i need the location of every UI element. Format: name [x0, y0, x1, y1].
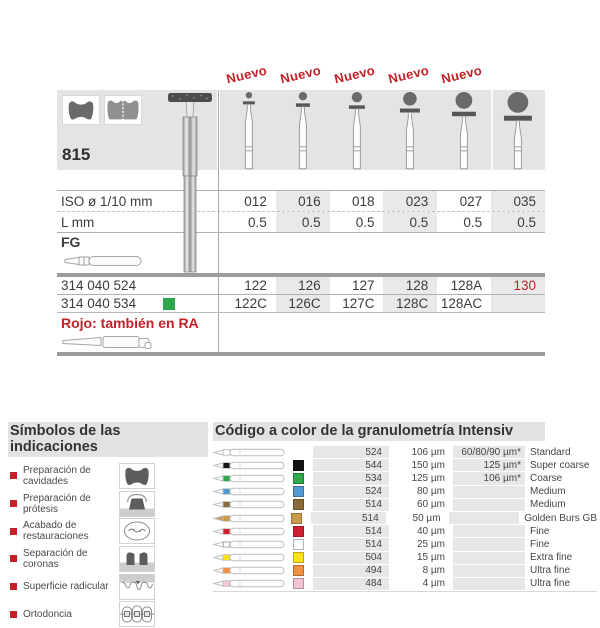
new-badges-strip: [57, 60, 545, 90]
granulometry-row: [213, 446, 597, 459]
pink-grit-swatch: [293, 578, 313, 590]
product-model: 815: [62, 145, 91, 164]
granulometry-row: [213, 578, 597, 591]
blue-grit-swatch: [293, 486, 313, 498]
symbols-list: [8, 462, 208, 628]
ref-row-534-code: 314 040 534: [61, 296, 137, 311]
grit-code: 534: [313, 472, 389, 484]
grit-alt-size: [453, 499, 525, 511]
granulometry-row: [213, 499, 597, 512]
length-value-cell: 0.5: [276, 212, 330, 232]
swatch-square: [293, 578, 304, 589]
ref-row-534: [57, 295, 545, 313]
grit-alt-size: [453, 538, 525, 550]
grit-alt-size: [453, 486, 525, 498]
fg-shank-row: [57, 233, 545, 273]
grit-name: Super coarse: [530, 459, 590, 471]
granulometry-row: [213, 525, 597, 538]
white-grit-swatch: [293, 538, 313, 550]
grit-color-code: [213, 422, 597, 592]
grit-size: 80 µm: [417, 486, 445, 498]
length-value-cell: 0.5: [355, 214, 375, 230]
wheel-bur-top-view-icon: [491, 90, 545, 170]
ref-row-534-label: [57, 295, 222, 312]
length-values: [222, 212, 545, 232]
tooth-solid-icon: [62, 95, 100, 125]
symbol-label: Preparación de cavidades: [23, 464, 91, 487]
ref-534-cell: 126C: [276, 295, 330, 312]
new-badge: Nuevo: [332, 62, 377, 87]
wheel-bur-top-view-icon: [222, 90, 276, 170]
length-value-cell: 0.5: [248, 214, 267, 230]
grit-code: 524: [313, 486, 389, 498]
grit-size: 8 µm: [422, 565, 445, 577]
black-grit-swatch: [293, 459, 313, 471]
ref-524-cell: 128A: [450, 278, 483, 293]
symbols-title: Símbolos de las indicaciones: [8, 422, 208, 457]
length-row-label: L mm: [61, 214, 95, 230]
symbols-legend: [8, 422, 208, 628]
granulometry-row: [213, 512, 597, 525]
swatch-square: [293, 539, 304, 550]
crown-separation-icon: [119, 546, 155, 572]
grit-alt-size: [453, 552, 525, 564]
grit-bur-icon: [213, 486, 293, 498]
grit-size: 106 µm: [411, 446, 445, 458]
grit-bur-icon: [213, 578, 293, 590]
fg-bur-icon: [63, 253, 145, 272]
new-badge: Nuevo: [386, 62, 430, 87]
grit-code: 494: [313, 565, 389, 577]
grit-bur-icon: [213, 538, 293, 550]
symbol-item: [8, 573, 208, 601]
grit-alt-size: 60/80/90 µm*: [453, 446, 525, 458]
grit-size: 60 µm: [417, 499, 445, 511]
symbol-label: Ortodoncia: [23, 608, 72, 620]
fg-label-cell: [57, 233, 222, 273]
orange-grit-swatch: [293, 565, 313, 577]
grit-bur-icon: [213, 472, 293, 484]
granulometry-row: [213, 486, 597, 499]
grit-name: Fine: [530, 525, 550, 537]
grit-size: 40 µm: [417, 525, 445, 537]
length-row: [57, 212, 545, 233]
length-value-cell: 0.5: [491, 212, 545, 232]
symbol-label: Separación de coronas: [23, 547, 88, 570]
wheel-bur-top-view-icon: [437, 90, 491, 170]
orthodontics-icon: [119, 601, 155, 627]
iso-value-cell: 027: [459, 193, 483, 209]
grit-name: Ultra fine: [530, 578, 571, 590]
grit-name: Medium: [530, 486, 566, 498]
crown-prep-icon: [119, 491, 155, 517]
red-bullet: [10, 528, 17, 535]
length-value-cell: 0.5: [383, 212, 437, 232]
swatch-square: [291, 513, 302, 524]
grit-bur-icon: [213, 565, 293, 577]
symbol-label: Preparación de prótesis: [23, 492, 91, 515]
tooth-solid-icon: [119, 463, 155, 489]
ref-524-cell: 122: [244, 278, 267, 293]
grit-code: 514: [313, 499, 389, 511]
grit-bur-icon: [213, 552, 293, 564]
grit-code: 484: [313, 578, 389, 590]
ref-534-cell: 128C: [383, 295, 437, 312]
grit-code: 504: [313, 552, 389, 564]
new-badge: Nuevo: [278, 62, 323, 87]
symbol-item: [8, 517, 208, 545]
granulometry-row: [213, 565, 597, 578]
grit-name: Ultra fine: [530, 565, 571, 577]
iso-value-cell: 012: [244, 193, 267, 209]
red-bullet: [10, 500, 17, 507]
grit-alt-size: [453, 578, 525, 590]
ref-524-cell: 126: [276, 277, 330, 294]
grit-size: 4 µm: [422, 578, 445, 590]
length-value-cell: 0.5: [463, 214, 483, 230]
root-surface-icon: [119, 574, 155, 600]
bur-size-icons: [222, 90, 545, 170]
swatch-square: [293, 473, 304, 484]
red-bullet: [10, 583, 17, 590]
brown-grit-swatch: [293, 499, 313, 511]
ref-534-cell: 122C: [234, 296, 267, 311]
grit-size: 25 µm: [417, 538, 445, 550]
red-bullet: [10, 555, 17, 562]
grit-alt-size: 106 µm*: [453, 472, 525, 484]
iso-value-cell: 018: [351, 193, 375, 209]
grit-bur-icon: [213, 459, 293, 471]
wheel-bur-top-view-icon: [383, 90, 437, 170]
grit-code: 514: [311, 512, 386, 524]
red-grit-swatch: [293, 525, 313, 537]
grit-name: Extra fine: [530, 552, 573, 564]
wheel-bur-top-view-icon: [276, 90, 330, 170]
grit-size: 50 µm: [412, 512, 441, 524]
grit-name: Coarse: [530, 472, 563, 484]
grit-alt-size: [453, 525, 525, 537]
symbol-item: [8, 600, 208, 628]
swatch-square: [293, 526, 304, 537]
column-5-6-divider: [491, 90, 493, 170]
grit-code: 514: [313, 525, 389, 537]
swatch-square: [293, 565, 304, 576]
grit-name: Fine: [530, 538, 550, 550]
product-table: [57, 60, 545, 356]
grit-bur-icon: [213, 499, 293, 511]
grit-size: 125 µm: [411, 472, 445, 484]
red-bullet: [10, 472, 17, 479]
yellow-grit-swatch: [293, 552, 313, 564]
ref-534-cell: [491, 295, 545, 312]
iso-value-cell: 035: [491, 191, 545, 211]
granulometry-bottom-border: [213, 591, 597, 592]
swatch-square: [293, 552, 304, 563]
grit-size: 15 µm: [417, 552, 445, 564]
ref-534-values: [222, 295, 545, 312]
grit-alt-size: 125 µm*: [453, 459, 525, 471]
table-bottom-border: [57, 352, 545, 356]
iso-value-cell: 023: [383, 191, 437, 211]
grit-size: 150 µm: [411, 459, 445, 471]
golden-grit-swatch: [291, 512, 311, 524]
granulometry-rows: [213, 446, 597, 591]
grit-alt-size: [453, 565, 525, 577]
ref-row-524-label: 314 040 524: [61, 278, 137, 293]
ref-row-524: [57, 277, 545, 295]
ref-524-values: [222, 277, 545, 294]
fg-label: FG: [61, 234, 81, 250]
ref-524-cell: 130: [491, 277, 545, 294]
wheel-bur-top-view-icon: [330, 90, 384, 170]
ref-534-cell: 128AC: [440, 296, 483, 311]
granulometry-row: [213, 538, 597, 551]
symbol-item: [8, 462, 208, 490]
new-badge: Nuevo: [440, 62, 484, 87]
granulometry-title: Código a color de la granulometría Intensiv: [213, 422, 545, 441]
grit-code: 514: [313, 538, 389, 550]
iso-values: [222, 191, 545, 211]
grit-name: Golden Burs GB: [524, 512, 597, 524]
ra-note-text: Rojo: también en RA: [61, 315, 199, 331]
ref-524-cell: 128: [383, 277, 437, 294]
symbol-item: [8, 490, 208, 518]
iso-row-label: ISO ø 1/10 mm: [61, 193, 153, 209]
iso-value-cell: 016: [276, 191, 330, 211]
green-color-square: [163, 298, 175, 310]
granulometry-row: [213, 472, 597, 485]
occlusal-restoration-icon: [119, 518, 155, 544]
none-grit-swatch: [293, 446, 313, 458]
ra-note-row: [57, 313, 545, 352]
symbol-item: [8, 545, 208, 573]
grit-code: 524: [313, 446, 389, 458]
teeth-separation-icon: [104, 95, 142, 125]
symbol-label: Superficie radicular: [23, 581, 109, 593]
ref-524-cell: 127: [351, 278, 375, 293]
ref-534-cell: 127C: [342, 296, 375, 311]
symbol-label: Acabado de restauraciones: [23, 520, 89, 543]
grit-code: 544: [313, 459, 389, 471]
swatch-square: [293, 460, 304, 471]
swatch-square: [293, 486, 304, 497]
new-badge: Nuevo: [224, 62, 269, 87]
grit-name: Standard: [530, 446, 571, 458]
swatch-square: [293, 499, 304, 510]
green-grit-swatch: [293, 472, 313, 484]
grit-bur-icon: [213, 525, 293, 537]
product-header: [57, 90, 545, 170]
iso-diameter-row: [57, 190, 545, 212]
red-bullet: [10, 611, 17, 618]
grit-bur-icon: [213, 512, 291, 524]
grit-bur-icon: [213, 446, 293, 458]
granulometry-row: [213, 459, 597, 472]
grit-name: Medium: [530, 499, 566, 511]
granulometry-row: [213, 552, 597, 565]
grit-alt-size: [449, 512, 520, 524]
